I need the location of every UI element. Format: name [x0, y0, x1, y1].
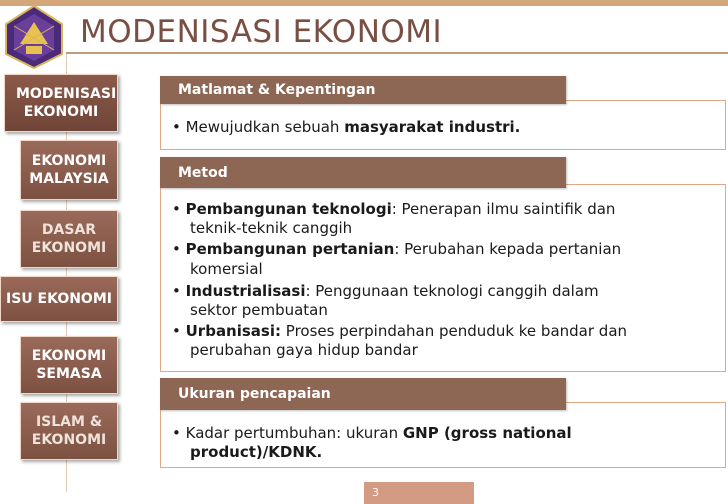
metod-bullet-pertanian: • Pembangunan pertanian: Perubahan kepada pertanian: [172, 240, 622, 258]
nav-item-dasar-ekonomi[interactable]: DASAR EKONOMI: [20, 210, 118, 268]
ukuran-bullet: • Kadar pertumbuhan: ukuran GNP (gross national: [172, 424, 572, 442]
metod-bullet-teknologi-cont: teknik-teknik canggih: [190, 219, 353, 237]
sidebar-nav: [0, 0, 130, 504]
metod-bullet-urbanisasi: • Urbanisasi: Proses perpindahan penduduk ke bandar dan: [172, 322, 628, 340]
nav-item-islam-ekonomi[interactable]: ISLAM & EKONOMI: [20, 402, 118, 460]
section-header-matlamat: Matlamat & Kepentingan: [160, 76, 566, 104]
page-number: 3: [364, 482, 474, 504]
metod-bullet-industrialisasi: • Industrialisasi: Penggunaan teknologi canggih dalam: [172, 282, 599, 300]
title-divider: [66, 52, 728, 54]
nav-item-modenisasi-ekonomi[interactable]: MODENISASI EKONOMI: [4, 74, 118, 132]
section-header-ukuran: Ukuran pencapaian: [160, 378, 566, 410]
ukuran-bullet-cont: product)/KDNK.: [190, 443, 323, 461]
metod-bullet-industrialisasi-cont: sektor pembuatan: [190, 301, 328, 319]
metod-bullet-teknologi: • Pembangunan teknologi: Penerapan ilmu saintifik dan: [172, 200, 616, 218]
slide-title: MODENISASI EKONOMI: [80, 14, 443, 50]
metod-bullet-pertanian-cont: komersial: [190, 260, 263, 278]
nav-item-ekonomi-semasa[interactable]: EKONOMI SEMASA: [20, 336, 118, 394]
metod-bullet-urbanisasi-cont: perubahan gaya hidup bandar: [190, 341, 418, 359]
section-header-metod: Metod: [160, 157, 566, 188]
matlamat-bullet: • Mewujudkan sebuah masyarakat industri.: [172, 118, 521, 136]
nav-item-isu-ekonomi[interactable]: ISU EKONOMI: [0, 276, 118, 322]
nav-item-ekonomi-malaysia[interactable]: EKONOMI MALAYSIA: [20, 140, 118, 200]
